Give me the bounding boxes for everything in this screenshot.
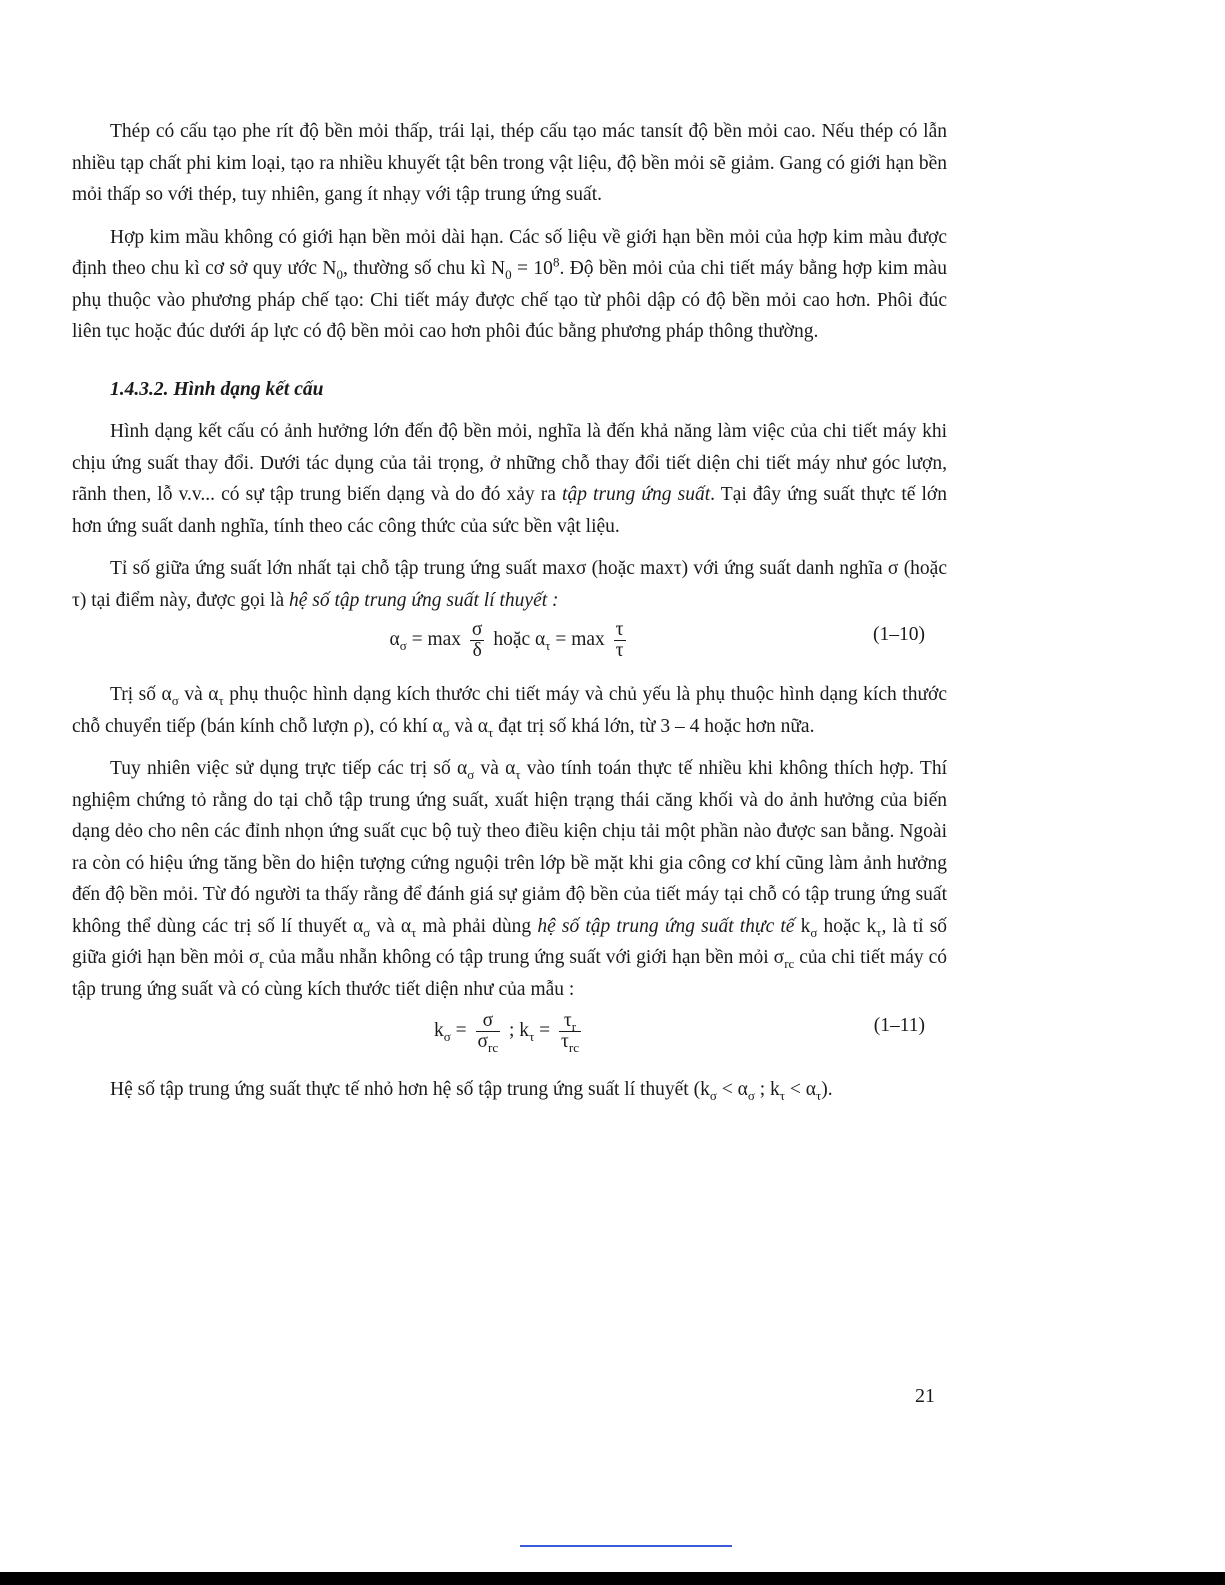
- paragraph-comparison: Hệ số tập trung ứng suất thực tế nhỏ hơn hệ số tập trung ứng suất lí thuyết ($k_\sigma < \alpha_\sigma$ ; $k_\tau < \alpha_\tau$).: [110, 1079, 833, 1103]
- paragraph-steel-structure: Thép có cấu tạo phe rít độ bền mỏi thấp, trái lại, thép cấu tạo mác tansít độ bền mỏi cao. Nếu thép có lẫn nhiều tạp chất phi kim loại, tạo ra nhiều khuyết tật bên trong vật liệu, độ bền mỏi sẽ giảm. Gang có giới hạn bền mỏi thấp so với thép, tuy nhiên, gang ít nhạy với tập trung ứng suất.: [72, 121, 947, 205]
- page-number: 21: [915, 1385, 935, 1407]
- equation-number: (1–10): [873, 624, 925, 645]
- paragraph-alpha-values: Trị số $\alpha_\sigma$ và $\alpha_\tau$ phụ thuộc hình dạng kích thước chi tiết máy và chủ yếu là phụ thuộc hình dạng kích thước chỗ chuyển tiếp (bán kính chỗ lượn ρ), có khí $\alpha_\sigma$ và $\alpha_\tau$ đạt trị số khá lớn, từ 3 – 4 hoặc hơn nữa.: [72, 684, 947, 740]
- equation-number: (1–11): [873, 1015, 925, 1036]
- scan-border: [0, 1572, 1225, 1585]
- paragraph-shape-structure: Hình dạng kết cấu có ảnh hưởng lớn đến độ bền mỏi, nghĩa là đến khả năng làm việc của chi tiết máy khi chịu ứng suất thay đổi. Dưới tác dụng của tải trọng, ở những chỗ thay đổi tiết diện chi tiết máy như góc lượn, rãnh then, lỗ v.v... có sự tập trung biến dạng và do đó xảy ra tập trung ứng suất. Tại đây ứng suất thực tế lớn hơn ứng suất danh nghĩa, tính theo các công thức của sức bền vật liệu.: [72, 421, 947, 537]
- paragraph-practical-coefficient: Tuy nhiên việc sử dụng trực tiếp các trị số $\alpha_\sigma$ và $\alpha_\tau$ vào tính toán thực tế nhiều khi không thích hợp. Thí nghiệm chứng tỏ rằng do tại chỗ tập trung ứng suất, xuất hiện trạng thái căng khối và do ảnh hưởng của biến dạng dẻo cho nên các đỉnh nhọn ứng suất cục bộ tuỳ theo điều kiện chịu tải một phần nào được san bằng. Ngoài ra còn có hiệu ứng tăng bền do hiện tượng cứng nguội trên lớp bề mặt khi gia công cơ khí cũng làm ảnh hưởng đến độ bền mỏi. Từ đó người ta thấy rằng để đánh giá sự giảm độ bền của tiết máy tại chỗ có tập trung ứng suất không thể dùng các trị số lí thuyết $\alpha_\sigma$ và $\alpha_\tau$ mà phải dùng hệ số tập trung ứng suất thực tế $k_\sigma$ hoặc $k_\tau$, là tỉ số giữa giới hạn bền mỏi $\sigma_r$ của mẫu nhẵn không có tập trung ứng suất với giới hạn bền mỏi $\sigma_{rc}$ của chi tiết máy có tập trung ứng suất và có cùng kích thước tiết diện như của mẫu :: [72, 758, 948, 1000]
- section-heading: 1.4.3.2. Hình dạng kết cấu: [110, 378, 324, 400]
- equation-1-10: $\alpha_\sigma = \max$ $\frac{\sigma}{\delta}$ hoặc $\alpha_\tau = \max$ $\frac{\tau}{\tau}$ (1–10): [389, 619, 925, 661]
- page-content: [72, 116, 947, 1106]
- equation-1-11: $k_\sigma$ = $\frac{\sigma}{\sigma_{rc}}$ ; $k_\tau$ = $\frac{\tau_r}{\tau_{rc}}$ (1–11): [434, 1010, 925, 1055]
- footer-link-line: [520, 1545, 732, 1547]
- paragraph-nonferrous-alloy: Hợp kim mầu không có giới hạn bền mỏi dài hạn. Các số liệu về giới hạn bền mỏi của hợp kim màu được định theo chu kì cơ sở quy ước $N_0$, thường số chu kì $N_0 = 10^8$. Độ bền mỏi của chi tiết máy bằng hợp kim màu phụ thuộc vào phương pháp chế tạo: Chi tiết máy được chế tạo từ phôi dập có độ bền mỏi cao hơn. Phôi đúc liên tục hoặc đúc dưới áp lực có độ bền mỏi cao hơn phôi đúc bằng phương pháp thông thường.: [72, 226, 947, 342]
- paragraph-ratio-definition: Tỉ số giữa ứng suất lớn nhất tại chỗ tập trung ứng suất maxσ (hoặc maxτ) với ứng suất danh nghĩa σ (hoặc τ) tại điểm này, được gọi là hệ số tập trung ứng suất lí thuyết :: [72, 558, 947, 611]
